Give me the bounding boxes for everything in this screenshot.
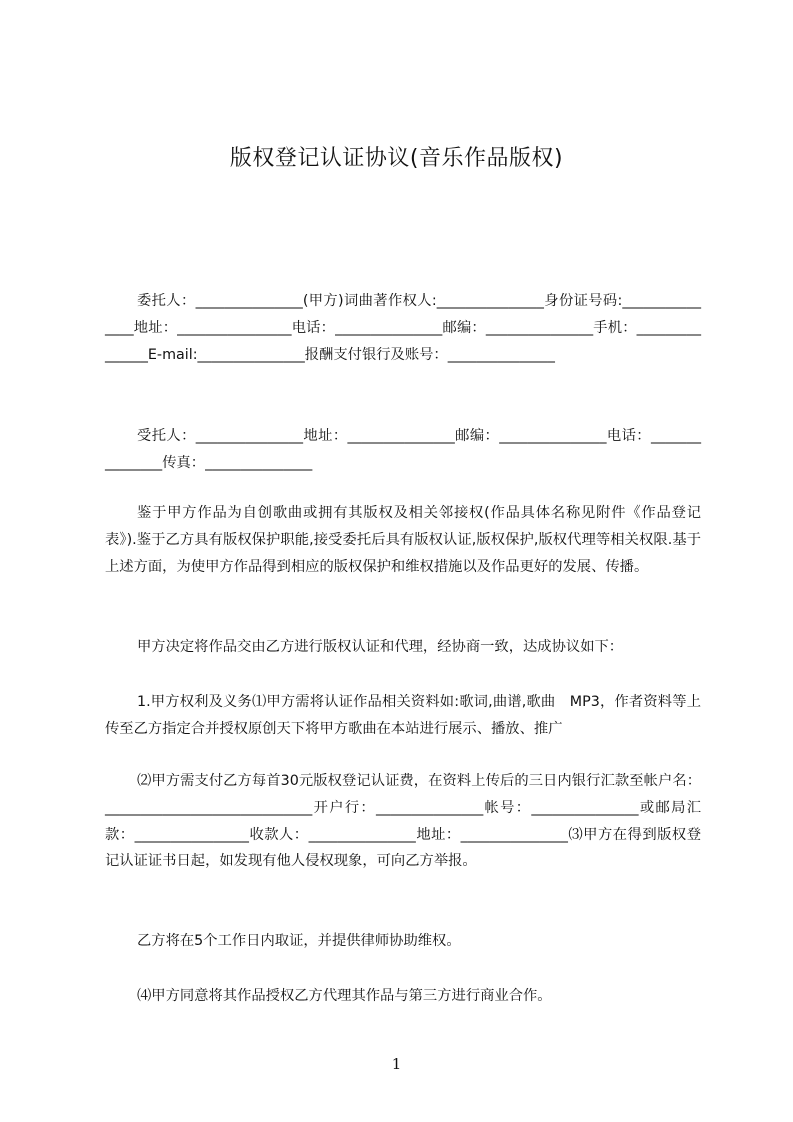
document-title: 版权登记认证协议(音乐作品版权) — [229, 146, 564, 171]
clause-1-paragraph: 1.甲方权利及义务⑴甲方需将认证作品相关资料如:歌词,曲谱,歌曲 MP3，作者资料等上传至乙方指定合并授权原创天下将甲方歌曲在本站进行展示、播放、推广 — [105, 694, 701, 737]
clause-2-paragraph: ⑵甲方需支付乙方每首30元版权登记认证费，在资料上传后的三日内银行汇款至帐户名：_____________________________开户行：_______________帐号：_______________或邮局汇款：________________收款人：_______________地址：_______________⑶甲方在得到版权登记认证证书日起，如发现有他人侵权现象，可向乙方举报。 — [105, 773, 701, 870]
trustee-info-paragraph: 受托人：_______________地址：_______________邮编：_______________电话：_______________传真：_______________ — [105, 428, 701, 471]
clause-4-paragraph: ⑷甲方同意将其作品授权乙方代理其作品与第三方进行商业合作。 — [137, 988, 552, 1004]
whereas-paragraph: 鉴于甲方作品为自创歌曲或拥有其版权及相关邻接权(作品具体名称见附件《作品登记表》).鉴于乙方具有版权保护职能,接受委托后具有版权认证,版权保护,版权代理等相关权限.基于上述方面，为使甲方作品得到相应的版权保护和维权措施以及作品更好的发展、传播。 — [105, 505, 701, 575]
agreement-intro-paragraph: 甲方决定将作品交由乙方进行版权认证和代理，经协商一致，达成协议如下： — [137, 639, 624, 655]
evidence-notice-paragraph: 乙方将在5个工作日内取证，并提供律师协助维权。 — [137, 933, 461, 949]
client-info-paragraph: 委托人：_______________(甲方)词曲著作权人:_______________身份证号码:_______________地址：________________电话：_______________邮编：_______________手机：_______________E-mail:_______________报酬支付银行及账号：_______________ — [105, 293, 701, 363]
page-number: 1 — [391, 1055, 402, 1073]
